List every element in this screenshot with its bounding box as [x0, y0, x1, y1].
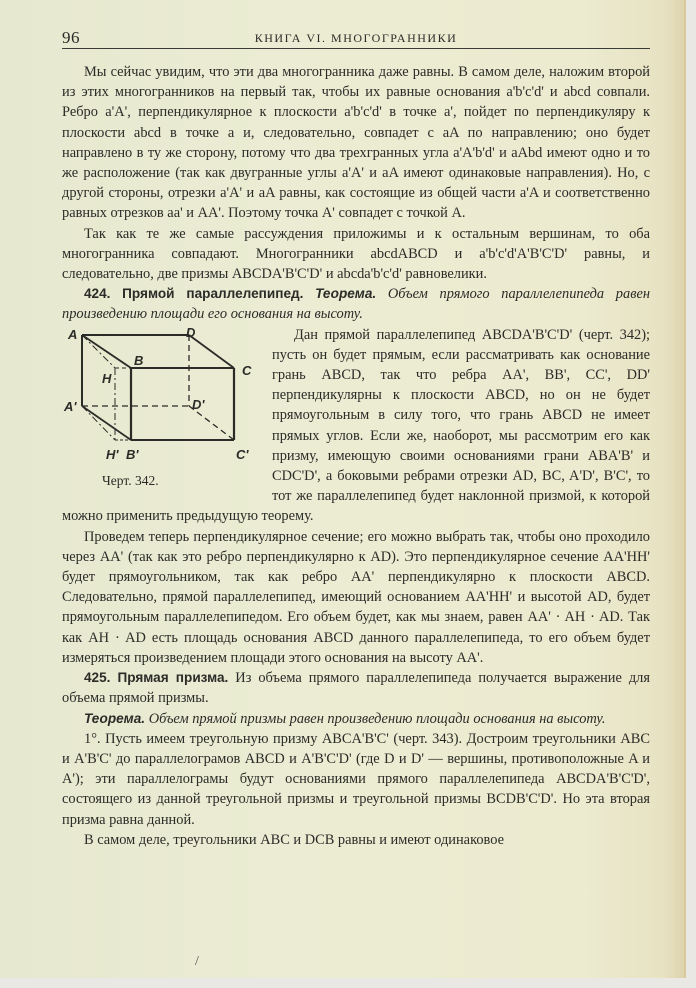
paragraph-equal-polyhedra: Мы сейчас увидим, что эти два многогранника даже равны. В самом деле, наложим второй из этих многогранников на первый так, чтобы их равные основания a'b'c'd' и abcd совпали. Ребро a'A', перпендикулярное к плоскости a'b'c'd' в точке a', пойдет по перпендикуляру к плоскости abcd в точке a и, следовательно, совпадет с aA по направлению; оно будет направлено в ту же сторону, потому что два трехгранных угла a'A'b'd' и aAbd имеют одно и то же расположение (так как двугранные углы a'A' и aA имеют одинаковые направления). Но, с другой стороны, отрезки a'A' и aA равны, как состоящие из общей части a'A и соответственно равных отрезков aa' и AA'. Поэтому точка A' совпадет с точкой A.: [62, 64, 650, 222]
section-424-theorem-text: Объем прямого параллелепипеда равен произведению площади его основания на высоту.: [62, 286, 650, 323]
section-425-theorem: [62, 709, 650, 729]
paragraph-right-parallelepiped: Дан прямой параллелепипед ABCDA'B'C'D' (черт. 342); пусть он будет прямым, если рассматривать как основание грань ABCD, так что ребра AA', BB', CC', DD' перпендикулярны к плоскости ABCD, но он не будет прямоугольным в силу того, что грань ABCD не имеет прямых углов. Если же, наоборот, мы рассмотрим его как призму, имеющую своими основаниями грани ABA'B' и CDC'D', а боковыми ребрами отрезки AD, BC, A'D', B'C', то тот же параллелепипед будет наклонной призмой, к которой можно применить предыдущую теорему.: [62, 326, 650, 525]
body-text: [62, 62, 650, 850]
vertex-label-d: D: [186, 324, 196, 340]
vertex-label-c: C: [242, 362, 252, 378]
vertex-label-a: A: [68, 326, 78, 342]
running-head: [62, 26, 650, 49]
vertex-label-b-prime: B': [126, 446, 139, 462]
section-425-theorem-text: Объем прямой призмы равен произведению площади основания на высоту.: [148, 710, 606, 727]
vertex-label-c-prime: C': [236, 446, 249, 462]
section-425-title: Прямая призма.: [117, 670, 229, 686]
page-number: 96: [62, 28, 80, 47]
vertex-label-h: H: [102, 370, 112, 386]
section-424-title: Прямой параллелепипед.: [122, 286, 304, 302]
vertex-label-d-prime: D': [192, 396, 205, 412]
section-425-theorem-label: Теорема.: [84, 710, 146, 726]
section-425-heading: [62, 668, 650, 708]
paragraph-triangles-equal: В самом деле, треугольники ABC и DCB равны и имеют одинаковое: [84, 831, 504, 848]
figure-caption: Черт. 342.: [102, 472, 159, 488]
section-425-text: Из объема прямого параллелепипеда получается выражение для объема прямой призмы.: [62, 670, 650, 707]
paragraph-vertices-coincide: Так как те же самые рассуждения приложимы и к остальным вершинам, то оба многогранника совпадают. Многогранники abcdABCD и a'b'c'd'A'B'C'D' равны, и следовательно, две призмы ABCDA'B'C'D' и abcda'b'c'd' равновелики.: [62, 225, 650, 283]
vertex-label-a-prime: A': [64, 398, 77, 414]
paragraph-perpendicular-section: Проведем теперь перпендикулярное сечение; его можно выбрать так, чтобы оно проходило через AA' (так как это ребро перпендикулярно к AD). Это перпендикулярное сечение AA'HH' будет прямоугольником, так как ребро AA' перпендикулярно к плоскости ABCD. Следовательно, прямой параллелепипед, имеющий основанием AA'HH' и высотой AD, будет прямоугольным параллелепипедом. Его объем будет, как мы знаем, равен AA' · AH · AD. Так как AH · AD есть площадь основания ABCD данного параллелепипеда, то его объем будет измеряться произведением площади этого основания на высоту AA'.: [62, 528, 650, 666]
stray-mark: /: [195, 954, 199, 969]
figure-342: [56, 325, 264, 493]
paragraph-triangular-prism: 1°. Пусть имеем треугольную призму ABCA'B'C' (черт. 343). Достроим треугольники ABC и A'B'C' до параллелограмов ABCD и A'B'C'D' (где D и D' — вершины, противоположные A и A'); эти параллелограмы будут основаниями прямого параллелепипеда ABCDA'B'C'D', состоящего из данной треугольной призмы и треугольной призмы BCDB'C'D'. Но эта вторая призма равна данной.: [62, 730, 650, 828]
vertex-label-b: B: [134, 352, 144, 368]
vertex-label-h-prime: H': [106, 446, 119, 462]
section-425-number: 425.: [84, 670, 111, 686]
running-title: КНИГА VI. МНОГОГРАННИКИ: [254, 31, 458, 45]
parallelepiped-diagram: [56, 325, 264, 475]
section-424-number: 424.: [84, 286, 111, 302]
section-424-heading: [62, 284, 650, 324]
section-424-theorem-label: Теорема.: [315, 286, 377, 302]
